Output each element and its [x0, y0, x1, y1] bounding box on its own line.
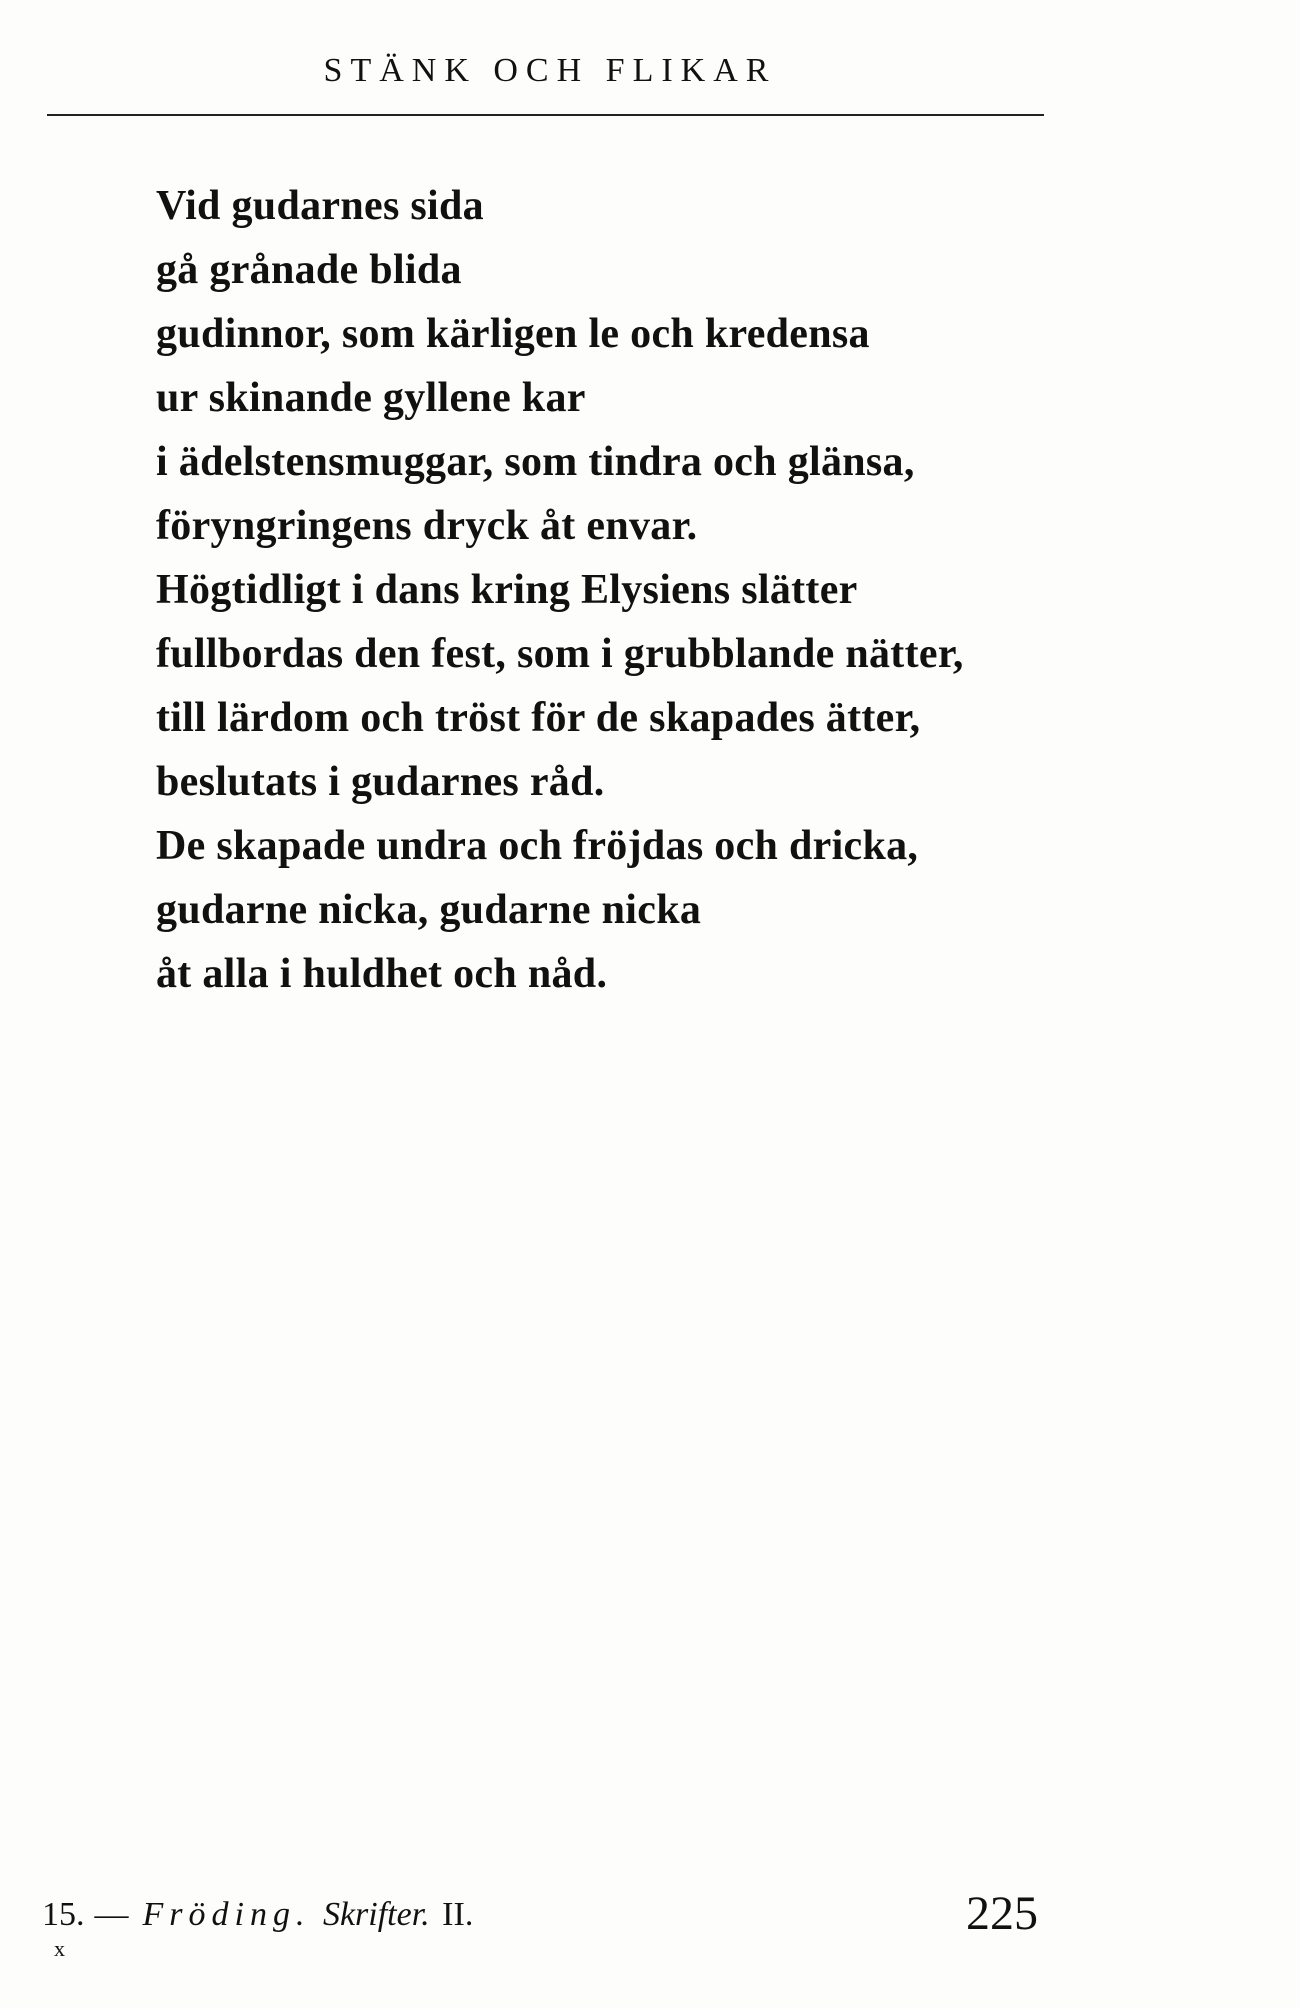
- poem-line: till lärdom och tröst för de skapades ätter,: [156, 695, 921, 741]
- footer-volume: II.: [442, 1896, 474, 1933]
- poem-line: De skapade undra och fröjdas och dricka,: [156, 823, 919, 869]
- signature-number: 15.: [42, 1896, 85, 1933]
- poem-line: Högtidligt i dans kring Elysiens slätter: [156, 567, 858, 613]
- poem-line: gudarne nicka, gudarne nicka: [156, 887, 702, 933]
- poem-line: fullbordas den fest, som i grubblande nätter,: [156, 631, 964, 677]
- footer-signature: [42, 1896, 473, 1934]
- signature-mark: x: [54, 1936, 65, 1961]
- poem-line: föryngringens dryck åt envar.: [156, 503, 698, 549]
- poem-line: Vid gudarnes sida: [156, 183, 484, 229]
- footer-author: Fröding.: [142, 1896, 311, 1933]
- poem-line: gå grånade blida: [156, 247, 462, 293]
- poem-line: i ädelstensmuggar, som tindra och glänsa,: [156, 439, 915, 485]
- footer-dash: —: [94, 1896, 129, 1933]
- running-title: STÄNK OCH FLIKAR: [323, 52, 777, 89]
- poem: [156, 174, 1036, 1006]
- poem-line: ur skinande gyllene kar: [156, 375, 586, 421]
- poem-line: beslutats i gudarnes råd.: [156, 759, 605, 805]
- page-number: 225: [966, 1887, 1038, 1940]
- footer-work: Skrifter.: [322, 1896, 430, 1933]
- running-head: [0, 52, 1300, 90]
- header-rule: [47, 114, 1044, 116]
- poem-line: åt alla i huldhet och nåd.: [156, 951, 608, 997]
- poem-line: gudinnor, som kärligen le och kredensa: [156, 311, 870, 357]
